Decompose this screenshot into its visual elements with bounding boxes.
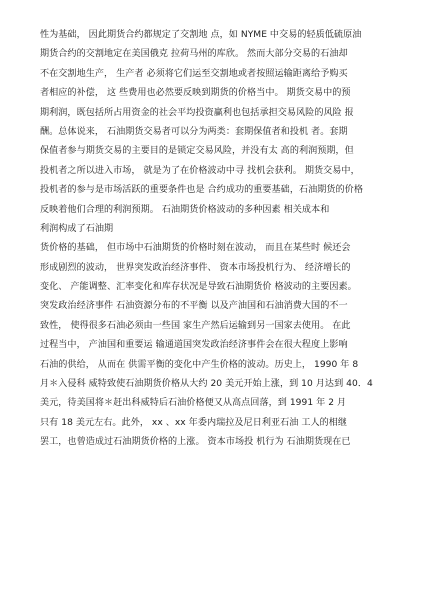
text-line: 货价格的基础， 但市场中石油期货的价格时刻在波动， 而且在某些时 候还会 <box>40 243 351 254</box>
text-line: 只有 18 美元左右。此外， xx 、xx 年委内瑞拉及尼日利亚石油 工人的相继 <box>40 417 348 428</box>
text-line: 罢工，也曾造成过石油期货价格的上涨。 资本市场投 机行为 石油期货现在已 <box>40 437 351 448</box>
text-line: 投机者之所以进入市场， 就是为了在价格波动中寻 找机会获利。 期货交易中， <box>40 165 360 176</box>
text-line: 利润构成了石油期 <box>40 223 114 234</box>
text-line: 石油的供给， 从而在 供需平衡的变化中产生价格的波动。历史上， 1990 年 8 <box>40 359 359 370</box>
text-line: 投机者的参与是市场活跃的重要条件也是 合约成功的重要基础，石油期货的价格 <box>40 185 363 196</box>
text-line: 保值者参与期货交易的主要目的是锁定交易风险，并没有太 高的利润预期，但 <box>40 146 354 157</box>
text-line: 变化、 产能调整、汇率变化和库存状况是导致石油期货价 格波动的主要因素。 <box>40 282 357 293</box>
text-line: 期货合约的交割地定在美国俄克 拉荷马州的库欣。 然而大部分交易的石油却 <box>40 49 348 60</box>
text-line: 致性， 使得很多石油必须由一些国 家生产然后运输到另一国家去使用。 在此 <box>40 320 351 331</box>
text-line: 形成剧烈的波动， 世界突发政治经济事件、 资本市场投机行为、 经济增长的 <box>40 262 351 273</box>
text-line: 月＊入侵科 威特致使石油期货价格从大约 20 美元开始上涨，到 10 月达到 40．4 <box>40 379 373 390</box>
text-line: 性为基础， 因此期货合约都规定了交割地 点，如 NYME 中交易的轻质低硫原油 <box>40 30 362 40</box>
document-body <box>40 26 383 453</box>
text-line: 反映着他们合理的利润预期。 石油期货价格波动的多种因素 相关成本和 <box>40 204 330 215</box>
text-line: 美元，待美国将＊赶出科威特后石油价格便又从高点回落，到 1991 年 2 月 <box>40 398 347 409</box>
text-line: 期利润，既包括所占用资金的社会平均投资赢利也包括承担交易风险的风险 报 <box>40 107 354 118</box>
text-line: 不在交割地生产， 生产者 必须将它们运至交割地或者按照运输距离给予购买 <box>40 68 348 79</box>
text-line: 突发政治经济事件 石油资源分布的不平衡 以及产油国和石油消费大国的不一 <box>40 301 348 312</box>
text-line: 酬。总体说来， 石油期货交易者可以分为两类：套期保值者和投机 者。套期 <box>40 126 348 137</box>
text-line: 者相应的补偿， 这 些费用也必然要反映到期货的价格当中。 期货交易中的预 <box>40 88 351 99</box>
text-line: 过程当中， 产油国和重要运 输通道国突发政治经济事件会在很大程度上影响 <box>40 340 348 351</box>
